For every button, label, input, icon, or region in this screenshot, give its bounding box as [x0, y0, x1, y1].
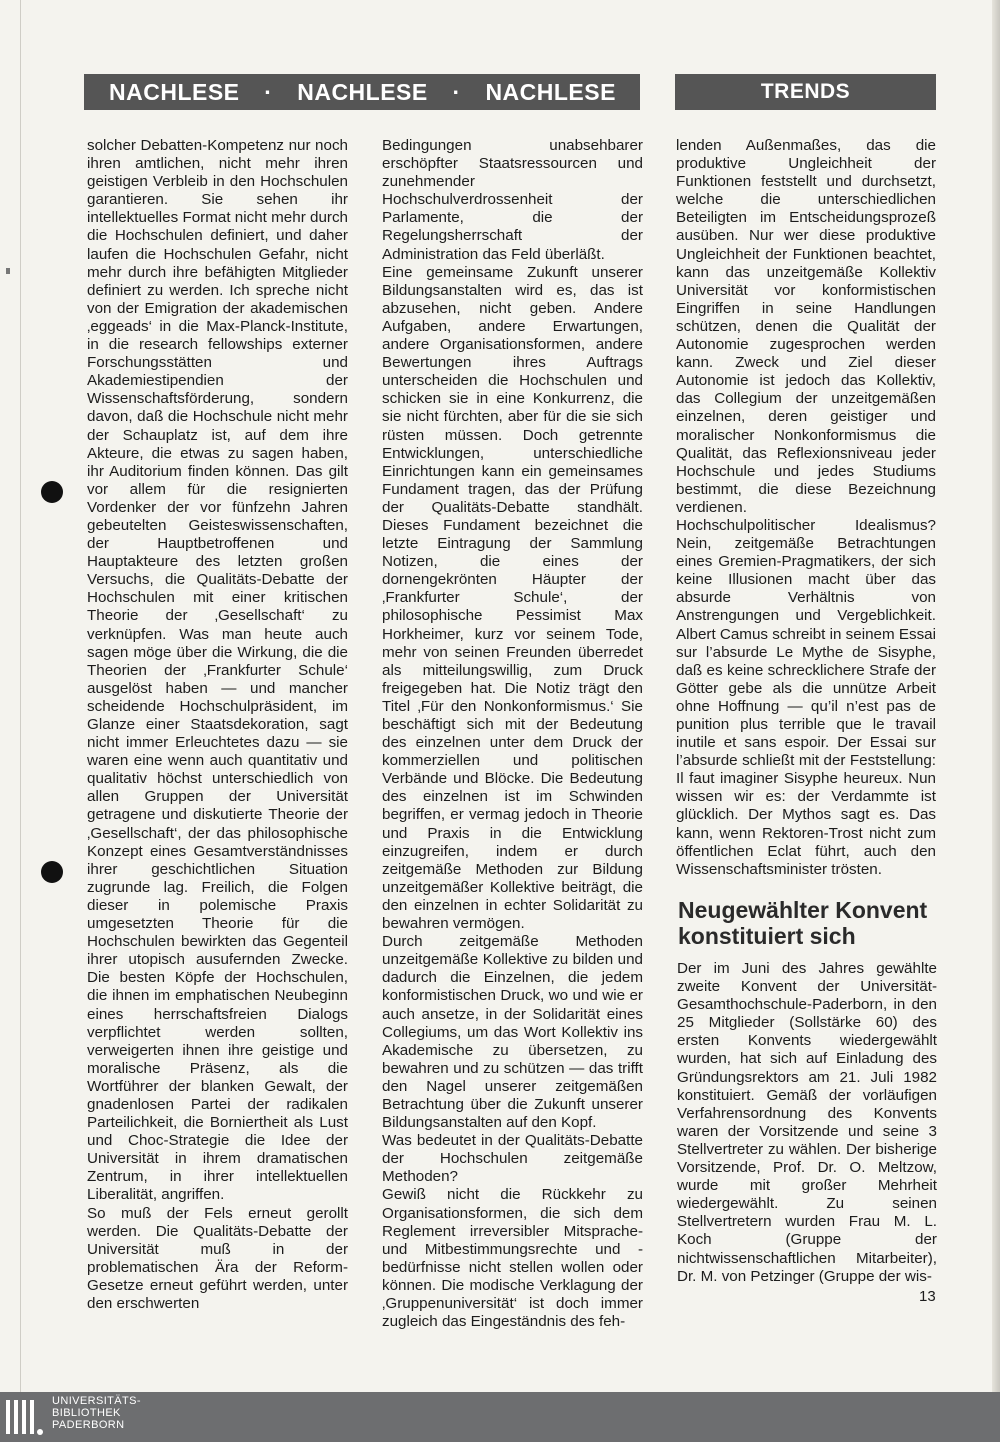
library-name-line-3: PADERBORN	[52, 1419, 125, 1431]
col2-paragraph-3: Durch zeitgemäße Methoden unzeitgemäße Kollektive zu bilden und dadurch die Einzelnen, die jedem konformistischen Druck, wo und wie er auch ansetze, in der Solidarität eines Collegiums, um das Wort Kollektiv ins Akademische zu übersetzen, zu bewahren und zu schützen — das trifft den Nagel unserer zeitgemäßen Betrachtung über die Zukunft unserer Bildungsanstalten auf den Kopf.	[382, 933, 643, 1132]
col1-paragraph-1: solcher Debatten-Kompetenz nur noch ihren amtlichen, nicht mehr ihren geistigen Verbleib in den Hochschulen garantieren. Sie sehen ihr intellektuelles Format nicht mehr durch die Hochschulen definiert, und daher laufen die Hochschulen Gefahr, nicht mehr durch ihre befähigten Mitglieder definiert zu werden. Ich spreche nicht von der Emigration der akademischen ‚eggeads‘ in die Max-Planck-Institute, in die research fellowships externer Forschungsstätten und Akademiestipendien der Wissenschaftsförderung, sondern davon, daß die Hochschule nicht mehr der Schauplatz ist, auf dem ihre Akteure, die etwas zu sagen haben, ihr Auditorium finden können. Das gilt vor allem für die resignierten Vordenker der vor fünfzehn Jahren gebeutelten Geisteswissenschaften, der Hauptbetroffenen und Hauptakteure des letzten großen Versuchs, die Qualitäts-Debatte der Hochschulen mit einer kritischen Theorie der ‚Gesellschaft‘ zu verknüpfen. Was man heute auch sagen möge über die Wirkung, die die Theorien der ‚Frankfurter Schule‘ ausgelöst haben — und mancher scheidende Hochschulpräsident, im Glanze einer Staatsdekoration, sagt nicht immer Erleuchtetes dazu — sie waren eine wenn auch quantitativ und qualitativ höchst unterschiedlich von allen Gruppen der Universität getragene und diskutierte Theorie der ‚Gesellschaft‘, der das philosophische Konzept eines Gesamtverständnisses ihrer geschichtlichen Situation zugrunde lag. Freilich, die Folgen dieser in polemische Praxis umgesetzten Theorie für die Hochschulen bewirkten das Gegenteil ihrer utopisch ausufernden Zwecke. Die besten Köpfe der Hochschulen, die ihnen im emphatischen Neubeginn eines herrschaftsfreien Dialogs verpflichtet werden sollten, verweigerten ihnen ihre geistige und moralische Präsenz, als die Wortführer der blanken Gewalt, der gnadenlosen Partei der radikalen Parteilichkeit, die Borniertheit als Lust und Choc-Strategie die Idee der Universität in ihrem dramatischen Zentrum, in ihrer intellektuellen Liberalität, angriffen.	[87, 137, 348, 1204]
header-word-3: NACHLESE	[485, 78, 616, 105]
library-name-line-1: UNIVERSITÄTS-	[52, 1395, 141, 1407]
section-header-trends	[675, 74, 936, 110]
binding-fold	[20, 0, 21, 1392]
margin-mark	[6, 268, 10, 274]
page-edge	[992, 0, 1000, 1392]
punch-hole-top	[41, 481, 63, 503]
article-body	[677, 960, 937, 1286]
article-body-text: Der im Juni des Jahres gewählte zweite Konvent der Universität-Gesamthochschule-Paderborn, in den 25 Mitglieder (Sollstärke 60) des ersten Konvents wiedergewählt wurden, hat sich auf Einladung des Gründungsrektors am 21. Juli 1982 konstituiert. Gemäß der vorläufigen Verfahrensordnung des Konvents waren der Vorsitzende und seine 3 Stellvertreter zu wählen. Der bisherige Vorsitzende, Prof. Dr. O. Meltzow, wurde mit großer Mehrheit wiedergewählt. Zu seinen Stellvertretern wurden Frau M. L. Koch (Gruppe der nichtwissenschaftlichen Mitarbeiter), Dr. M. von Petzinger (Gruppe der wis-	[677, 960, 937, 1285]
library-name-line-2: BIBLIOTHEK	[52, 1407, 121, 1419]
article-headline	[678, 897, 938, 949]
punch-hole-bottom	[41, 861, 63, 883]
column-1	[87, 137, 348, 1313]
header-separator-1: ·	[264, 78, 273, 105]
col2-paragraph-4: Was bedeutet in der Qualitäts-Debatte der Hochschulen zeitgemäße Methoden?	[382, 1132, 643, 1186]
headline-line-1: Neugewählter Konvent	[678, 897, 928, 923]
library-footer	[0, 1392, 1000, 1442]
col2-paragraph-1: Bedingungen unabsehbarer erschöpfter Staatsressourcen und zunehmender Hochschulverdrossenheit der Parlamente, die der Regelungsherrschaft der Administration das Feld überläßt.	[382, 137, 643, 263]
column-2	[382, 137, 643, 1331]
header-word-2: NACHLESE	[297, 78, 428, 105]
page-number: 13	[919, 1288, 936, 1305]
col2-paragraph-5: Gewiß nicht die Rückkehr zu Organisationsformen, die sich dem Reglement irreversibler Mitsprache- und Mitbestimmungsrechte und -bedürfnisse nicht stellen wollen oder können. Die modische Verklagung der ‚Gruppenuniversität‘ ist doch immer zugleich das Eingeständnis des feh-	[382, 1186, 643, 1331]
header-word-1: NACHLESE	[109, 78, 240, 105]
col3-paragraph-1: lenden Außenmaßes, das die produktive Ungleichheit der Funktionen feststellt und durchsetzt, welche die unterschiedlichen Beteiligten im Entscheidungsprozeß ausüben. Nur wer diese produktive Ungleichheit der Funktionen beachtet, kann das unzeitgemäße Kollektiv Universität vor konformistischen Eingriffen in seine Handlungen schützen, denen die Qualität der Autonomie zugesprochen werden kann. Zweck und Ziel dieser Autonomie ist jedoch das Kollektiv, das Collegium der unzeitgemäßen einzelnen, deren geistiger und moralischer Nonkonformismus die Qualität, das Reflexionsniveau jeder Hochschule und jedes Studiums bestimmt, die diese Bezeichnung verdienen.	[676, 137, 936, 516]
section-header-nachlese	[84, 74, 640, 110]
col3-paragraph-2: Hochschulpolitischer Idealismus? Nein, zeitgemäße Betrachtungen eines Gremien-Pragmatikers, der sich keine Illusionen macht über das absurde Verhältnis von Anstrengungen und Vergeblichkeit. Albert Camus schreibt in seinem Essai sur l’absurde Le Mythe de Sisyphe, daß es keine schrecklichere Strafe der Götter gebe als die unnütze Arbeit ohne Hoffnung — qu’il n’est pas de punition plus terrible que le travail inutile et sans espoir. Der Essai sur l’absurde schließt mit der Feststellung: Il faut imaginer Sisyphe heureux. Nun wissen wir es: der Verdammte ist glücklich. Der Mythos sagt es. Das kann, wenn Rektoren-Trost nicht zum öffentlichen Eclat führt, auch den Wissenschaftsminister trösten.	[676, 516, 936, 878]
headline-line-2: konstituiert sich	[678, 923, 856, 949]
library-logo-icon	[4, 1394, 44, 1438]
column-3	[676, 137, 936, 879]
col1-paragraph-2: So muß der Fels erneut gerollt werden. Die Qualitäts-Debatte der Universität muß in der problematischen Ära der Reform-Gesetze erneut geführt werden, unter den erschwerten	[87, 1204, 348, 1312]
header-trends-label: TRENDS	[760, 80, 851, 103]
header-separator-2: ·	[452, 78, 461, 105]
library-name	[52, 1395, 141, 1431]
col2-paragraph-2: Eine gemeinsame Zukunft unserer Bildungsanstalten wird es, das ist abzusehen, nicht geben. Andere Aufgaben, andere Erwartungen, andere Organisationsformen, andere Bewertungen ihres Auftrags unterscheiden die Hochschulen und schicken sie in eine Konkurrenz, die sie nicht fürchten, aber für die sie sich rüsten müssen. Doch getrennte Entwicklungen, unterschiedliche Einrichtungen kann ein gemeinsames Fundament tragen, das der Prüfung der Qualitäts-Debatte standhält. Dieses Fundament bezeichnet die letzte Eintragung der Sammlung Notizen, die eines der dornengekrönten Häupter der ‚Frankfurter Schule‘, der philosophische Pessimist Max Horkheimer, kurz vor seinem Tode, mehr von seinen Freunden überredet als mitteilungswillig, zum Druck freigegeben hat. Die Notiz trägt den Titel ‚Für den Nonkonformismus.‘ Sie beschäftigt sich mit der Bedeutung des einzelnen unter dem Druck der kommerziellen und politischen Verbände und Blöcke. Die Bedeutung des einzelnen ist im Schwinden begriffen, er vermag jedoch in Theorie und Praxis in die Entwicklung einzugreifen, indem er durch zeitgemäße Methoden zur Bildung unzeitgemäßer Kollektive beiträgt, die den einzelnen in echter Solidarität zu bewahren vermögen.	[382, 263, 643, 933]
